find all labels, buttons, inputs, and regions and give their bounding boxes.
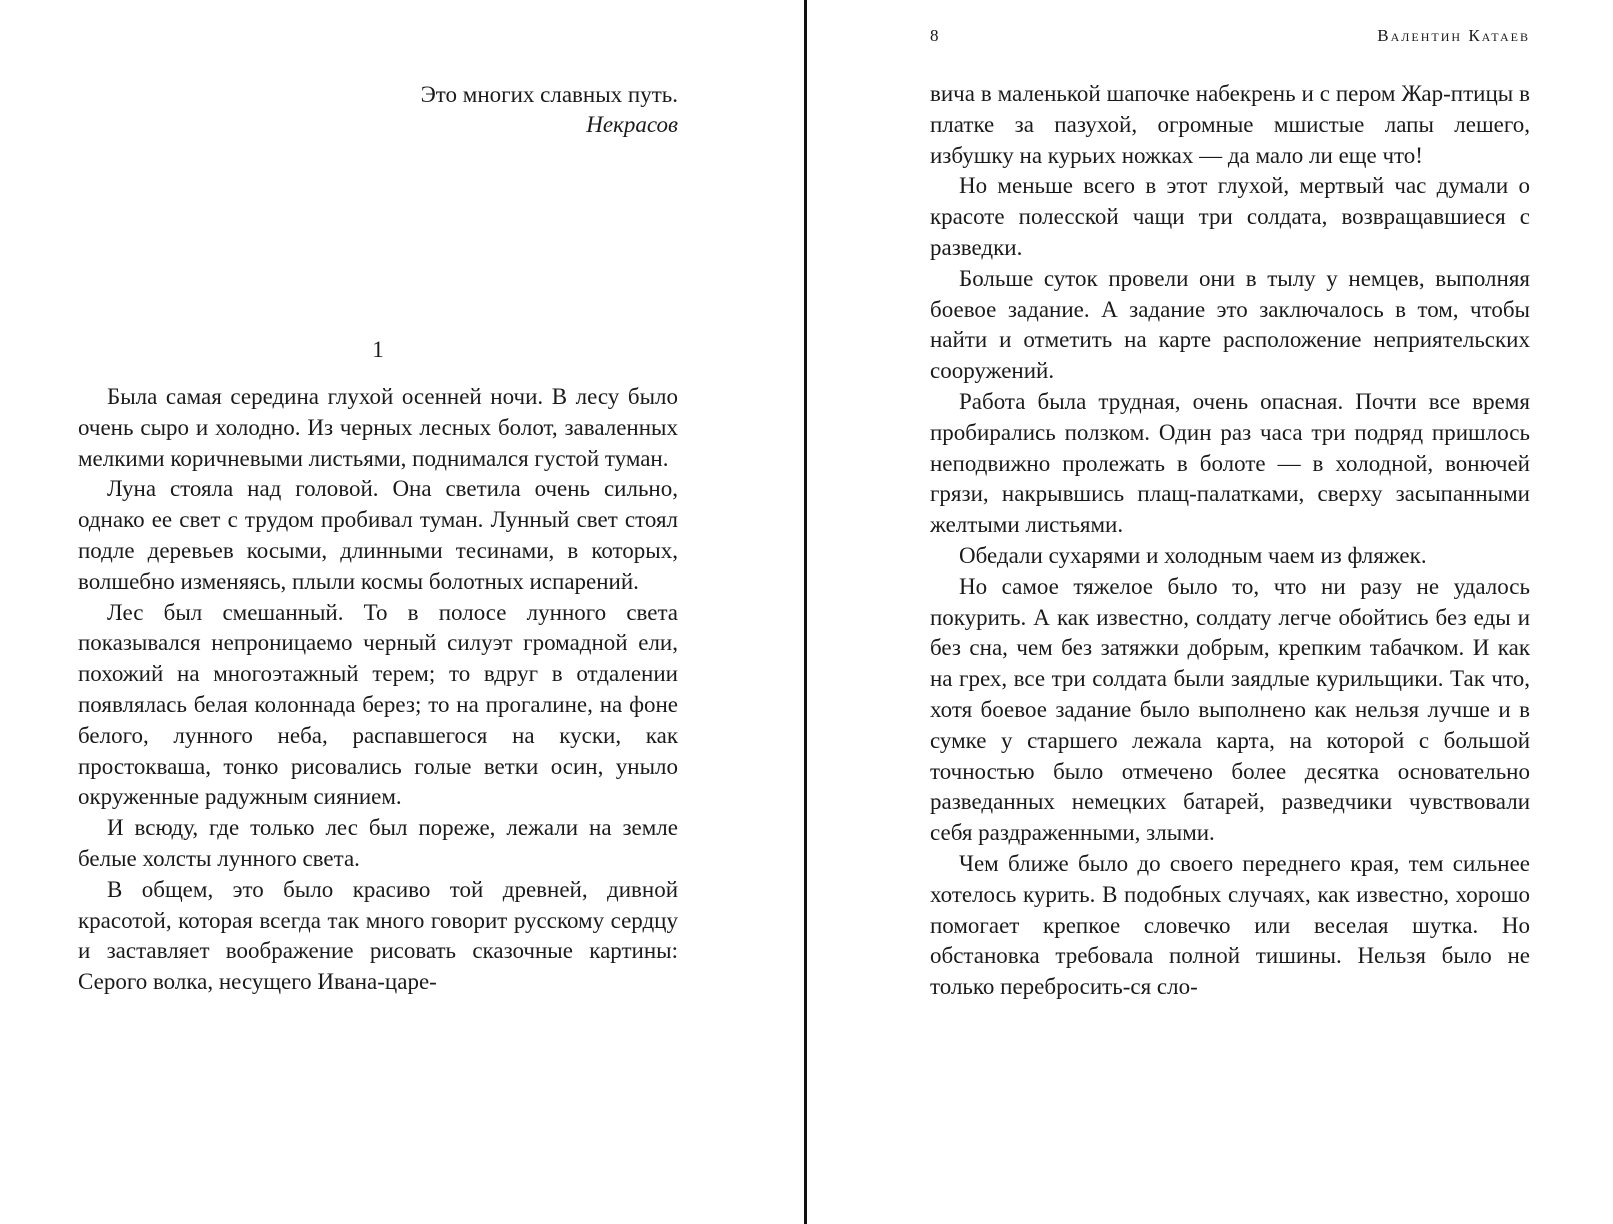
paragraph: Но меньше всего в этот глухой, мертвый час думали о красоте полесской чащи три солдата, возвращавшиеся с разведки. [930,173,1530,260]
right-body-text [930,79,1530,1003]
book-spine-divider [804,0,807,1224]
running-title: Валентин Катаев [1377,26,1530,45]
paragraph-continuation: вича в маленькой шапочке набекрень и с пером Жар-птицы в платке за пазухой, огромные мшистые лапы лешего, избушку на курьих ножках — да мало ли еще что! [930,81,1530,168]
paragraph: Но самое тяжелое было то, что ни разу не удалось покурить. А как известно, солдату легче обойтись без еды и без сна, чем без затяжки добрым, крепким табачком. И как на грех, все три солдата были заядлые курильщики. Так что, хотя боевое задание было выполнено как нельзя лучше и в сумке у старшего лежала карта, на которой с большой точностью было отмечено более десятка основательно разведанных немецких батарей, разведчики чувствовали себя раздраженными, злыми. [930,573,1530,846]
running-head [930,22,1530,50]
paragraph: Больше суток провели они в тылу у немцев, выполняя боевое задание. А задание это заключалось в том, чтобы найти и отметить на карте расположение неприятельских сооружений. [930,265,1530,384]
paragraph: Лес был смешанный. То в полосе лунного света показывался непроницаемо черный силуэт громадной ели, похожий на многоэтажный терем; то вдруг в отдалении появлялась белая колоннада берез; то на прогалине, на фоне белого, лунного неба, распавшегося на куски, как простокваша, тонко рисовались голые ветки осин, уныло окруженные радужным сиянием. [78,599,678,810]
paragraph: Чем ближе было до своего переднего края, тем сильнее хотелось курить. В подобных случаях, как известно, хорошо помогает крепкое словечко или веселая шутка. Но обстановка требовала полной тишины. Нельзя было не только перебросить-ся сло- [930,850,1530,1000]
paragraph: Была самая середина глухой осенней ночи. В лесу было очень сыро и холодно. Из черных лесных болот, заваленных мелкими коричневыми листьями, поднимался густой туман. [78,384,678,471]
right-page [808,0,1613,1224]
paragraph: Обедали сухарями и холодным чаем из фляжек. [959,542,1427,568]
paragraph: Работа была трудная, очень опасная. Почти все время пробирались ползком. Один раз часа три подряд пришлось неподвижно пролежать в болоте — в холодной, вонючей грязи, накрывшись плащ-палатками, сверху засыпанными желтыми листьями. [930,388,1530,538]
paragraph: В общем, это было красиво той древней, дивной красотой, которая всегда так много говорит русскому сердцу и заставляет воображение рисовать сказочные картины: Серого волка, несущего Ивана-царе- [78,876,678,995]
paragraph: И всюду, где только лес был пореже, лежали на земле белые холсты лунного света. [78,815,678,871]
left-body-text [78,382,678,998]
epigraph-line: Это многих славных путь. [420,82,678,107]
epigraph-author: Некрасов [586,112,678,137]
page-number: 8 [930,26,939,45]
chapter-number: 1 [372,337,384,362]
left-page [0,0,804,1224]
paragraph: Луна стояла над головой. Она светила очень сильно, однако ее свет с трудом пробивал туман. Лунный свет стоял подле деревьев косыми, длинными тесинами, в которых, волшебно изменяясь, плыли космы болотных испарений. [78,476,678,594]
epigraph [78,80,678,140]
